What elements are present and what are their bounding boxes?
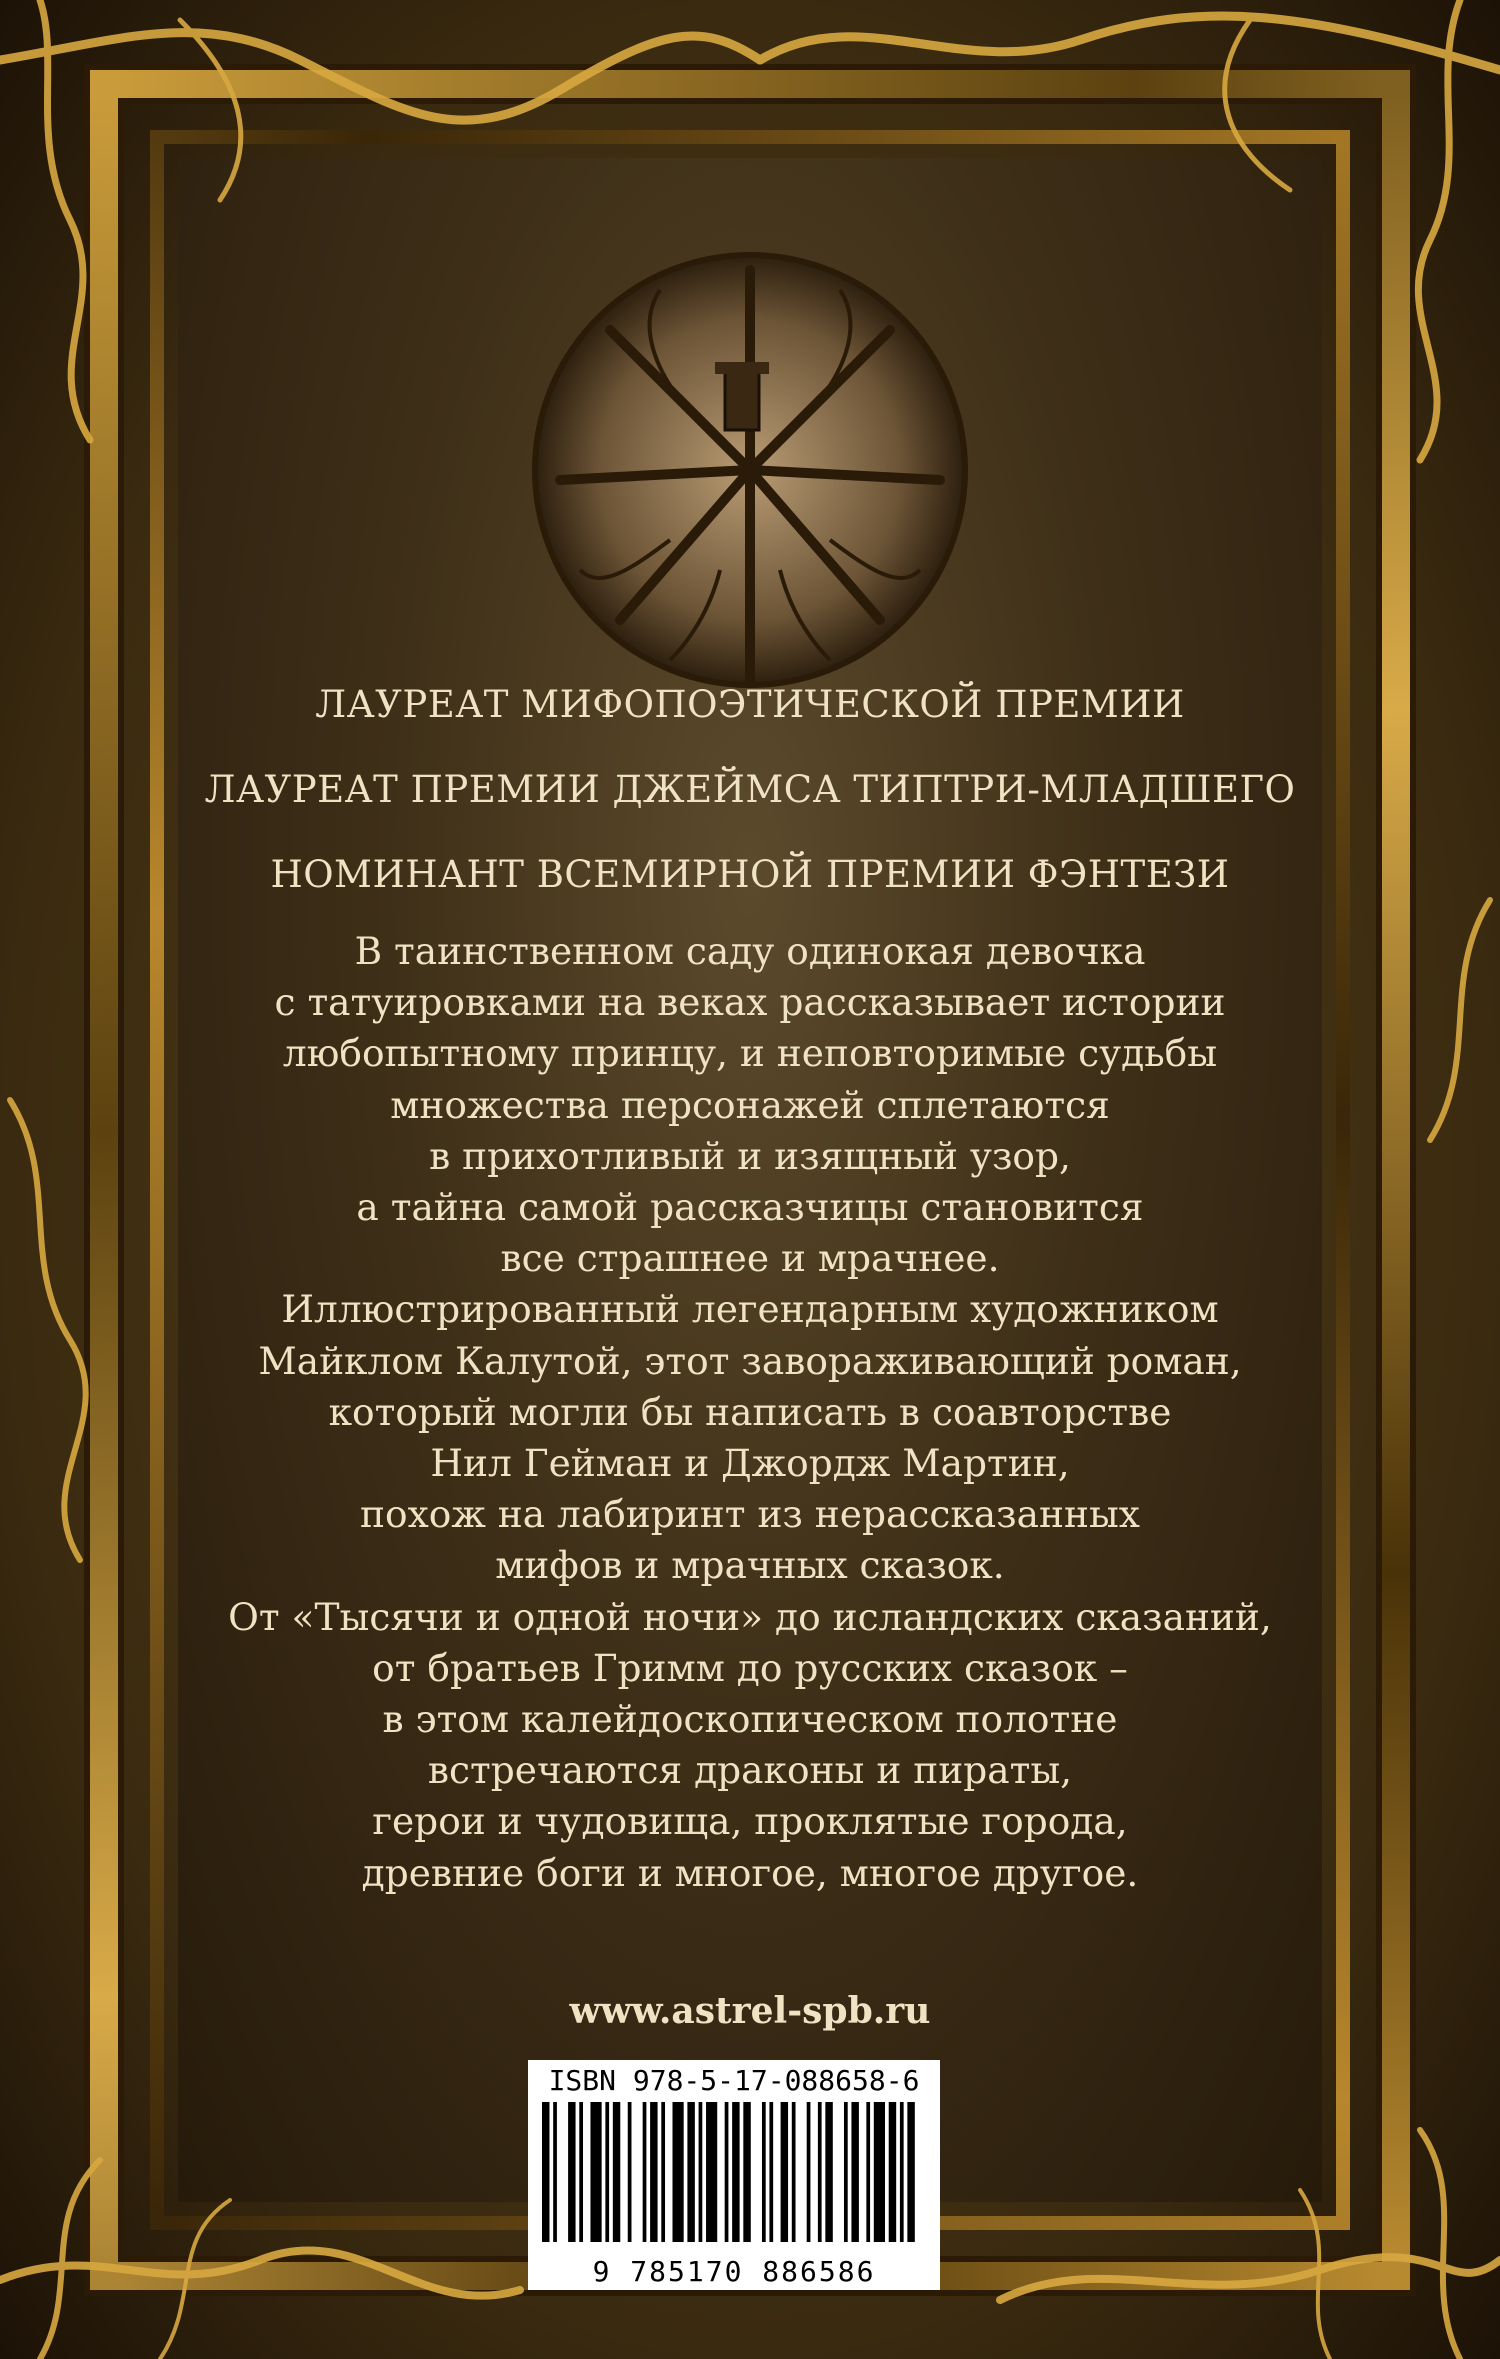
isbn-barcode-block: [528, 2060, 940, 2290]
barcode-bar: [628, 2102, 632, 2242]
award-line-2: ЛАУРЕАТ ПРЕМИИ ДЖЕЙМСА ТИПТРИ-МЛАДШЕГО: [204, 768, 1296, 811]
barcode-bar: [851, 2102, 858, 2242]
publisher-website: www.astrel-spb.ru: [569, 1990, 931, 2032]
barcode-bar: [807, 2102, 811, 2242]
description-line: герои и чудовища, проклятые города,: [372, 1799, 1128, 1844]
barcode-bar: [874, 2102, 885, 2242]
barcode-bar: [542, 2102, 549, 2242]
isbn-digits: 9 785170 886586: [592, 2255, 876, 2288]
description-line: множества персонажей сплетаются: [390, 1082, 1110, 1127]
barcode-bar: [643, 2102, 647, 2242]
barcode-bar: [613, 2102, 620, 2242]
isbn-label: ISBN 978-5-17-088658-6: [548, 2064, 920, 2097]
barcode-bar: [769, 2102, 773, 2242]
barcode-bar: [743, 2102, 750, 2242]
award-line-3: НОМИНАНТ ВСЕМИРНОЙ ПРЕМИИ ФЭНТЕЗИ: [270, 853, 1230, 896]
barcode-bar: [900, 2102, 904, 2242]
barcode-bar: [889, 2102, 896, 2242]
description-line: в этом калейдоскопическом полотне: [382, 1697, 1118, 1742]
description-line: древние боги и многое, многое другое.: [361, 1850, 1139, 1895]
description-line: который могли бы написать в соавторстве: [328, 1389, 1172, 1434]
barcode-bar: [553, 2102, 557, 2242]
barcode-bar: [706, 2102, 717, 2242]
description-line: все страшнее и мрачнее.: [500, 1236, 1000, 1281]
barcode-bar: [792, 2102, 796, 2242]
barcode-bar: [732, 2102, 739, 2242]
barcode-bar: [781, 2102, 788, 2242]
award-line-1: ЛАУРЕАТ МИФОПОЭТИЧЕСКОЙ ПРЕМИИ: [315, 683, 1185, 726]
description-line: От «Тысячи и одной ночи» до исландских сказаний,: [228, 1594, 1272, 1639]
description-line: от братьев Гримм до русских сказок –: [372, 1645, 1128, 1690]
description-line: встречаются драконы и пираты,: [427, 1748, 1073, 1793]
barcode-bar: [907, 2102, 914, 2242]
description-line: мифов и мрачных сказок.: [495, 1543, 1005, 1588]
barcode-bar: [699, 2102, 703, 2242]
barcode-bar: [825, 2102, 832, 2242]
barcode-bar: [605, 2102, 609, 2242]
barcode-bar: [762, 2102, 766, 2242]
description-line: Иллюстрированный легендарным художником: [281, 1287, 1219, 1332]
barcode-bar: [650, 2102, 657, 2242]
barcode-bar: [725, 2102, 729, 2242]
barcode-bar: [568, 2102, 575, 2242]
description-line: В таинственном саду одинокая девочка: [354, 929, 1146, 973]
description-line: в прихотливый и изящный узор,: [429, 1133, 1071, 1178]
barcode-bar: [590, 2102, 601, 2242]
barcode-bars: [542, 2102, 926, 2242]
barcode-bar: [818, 2102, 822, 2242]
description-line: Майклом Калутой, этот завораживающий роман,: [258, 1338, 1242, 1383]
description-line: любопытному принцу, и неповторимые судьбы: [282, 1031, 1218, 1076]
barcode-bar: [672, 2102, 683, 2242]
description-line: а тайна самой рассказчицы становится: [356, 1185, 1144, 1230]
barcode-bar: [579, 2102, 583, 2242]
barcode-bar: [844, 2102, 848, 2242]
tree-emblem: [520, 240, 980, 700]
description-line: Нил Гейман и Джордж Мартин,: [430, 1441, 1070, 1486]
description-line: похож на лабиринт из нерассказанных: [360, 1492, 1140, 1537]
barcode-bar: [866, 2102, 870, 2242]
description-line: с татуировками на веках рассказывает истории: [274, 980, 1226, 1025]
barcode-bar: [687, 2102, 694, 2242]
book-description: [150, 926, 1350, 1899]
barcode-bar: [661, 2102, 665, 2242]
